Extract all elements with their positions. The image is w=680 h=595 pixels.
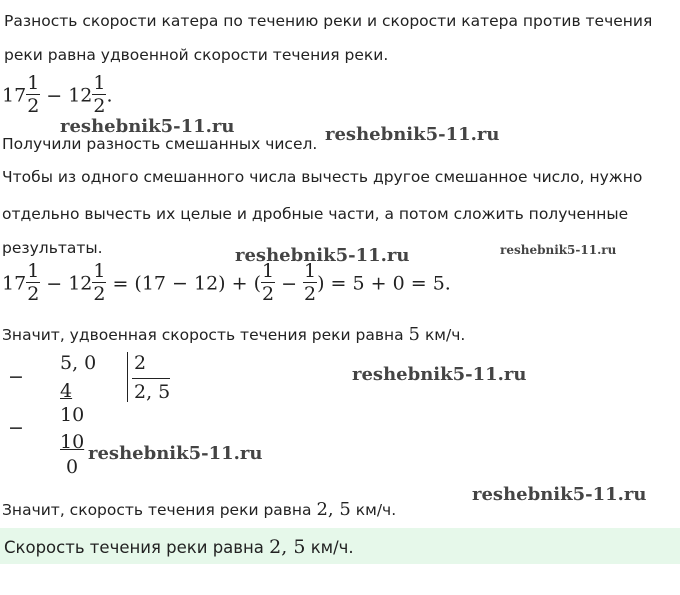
whole-number: 17 [2, 272, 27, 295]
denominator: 2 [262, 283, 275, 305]
text-line-3: Получили разность смешанных чисел. [2, 135, 318, 153]
whole-number: 12 [68, 272, 93, 295]
numerator: 1 [304, 260, 317, 282]
text-line-5: отдельно вычесть их целые и дробные части, а потом сложить полученные [2, 205, 629, 223]
expression-group: (17 − 12) + ( [134, 272, 261, 295]
text-line-6: результаты. [2, 239, 103, 257]
fraction [92, 72, 106, 117]
minus-sign: − [46, 272, 63, 295]
minus-sign: − [281, 272, 298, 295]
fraction [92, 260, 106, 305]
denominator: 2 [304, 283, 317, 305]
expression-solution [2, 262, 451, 307]
fraction [303, 260, 317, 305]
sentence-text: Значит, скорость течения реки равна [2, 501, 312, 519]
division-bar-horizontal [132, 378, 170, 379]
text-line-4: Чтобы из одного смешанного числа вычесть другое смешанное число, нужно [2, 168, 643, 186]
equals-sign: = [112, 272, 129, 295]
expression-mixed-difference [2, 74, 113, 119]
sentence-text: Значит, удвоенная скорость течения реки равна [2, 326, 404, 344]
subtrahend-2: 10 [60, 431, 85, 453]
division-bar-vertical [127, 352, 128, 402]
dividend: 5, 0 [60, 352, 97, 374]
answer-text [4, 537, 354, 558]
numerator: 1 [262, 260, 275, 282]
watermark: reshebnik5-11.ru [500, 243, 617, 257]
denominator: 2 [27, 95, 40, 117]
answer-unit: км/ч. [310, 538, 354, 557]
fraction [26, 260, 40, 305]
minus-sign: − [8, 366, 24, 388]
text-line-7 [2, 325, 465, 345]
remainder-2: 0 [66, 456, 79, 478]
watermark: reshebnik5-11.ru [60, 116, 235, 137]
divisor: 2 [134, 352, 147, 374]
watermark: reshebnik5-11.ru [88, 443, 263, 464]
denominator: 2 [93, 283, 106, 305]
value: 2, 5 [316, 499, 351, 520]
text-line-2: реки равна удвоенной скорости течения реки. [4, 46, 389, 64]
quotient: 2, 5 [134, 381, 171, 403]
fraction [261, 260, 275, 305]
denominator: 2 [93, 95, 106, 117]
watermark: reshebnik5-11.ru [472, 484, 647, 505]
value: 5 [408, 324, 420, 345]
answer-box [0, 528, 680, 564]
numerator: 1 [27, 260, 40, 282]
watermark: reshebnik5-11.ru [352, 364, 527, 385]
period: . [106, 84, 113, 107]
whole-number: 12 [68, 84, 93, 107]
numerator: 1 [93, 260, 106, 282]
numerator: 1 [93, 72, 106, 94]
text-line-8 [2, 500, 396, 520]
expression-result: ) = 5 + 0 = 5. [317, 272, 451, 295]
watermark: reshebnik5-11.ru [235, 245, 410, 266]
numerator: 1 [27, 72, 40, 94]
subtrahend-1: 4 [60, 380, 73, 402]
denominator: 2 [27, 283, 40, 305]
unit: км/ч. [424, 326, 466, 344]
answer-value: 2, 5 [269, 536, 306, 558]
remainder-1: 10 [60, 404, 85, 426]
answer-sentence: Скорость течения реки равна [4, 538, 264, 557]
text-line-1: Разность скорости катера по течению реки и скорости катера против течения [4, 12, 653, 30]
minus-sign: − [46, 84, 63, 107]
unit: км/ч. [355, 501, 397, 519]
fraction [26, 72, 40, 117]
whole-number: 17 [2, 84, 27, 107]
minus-sign: − [8, 417, 24, 439]
watermark: reshebnik5-11.ru [325, 124, 500, 145]
